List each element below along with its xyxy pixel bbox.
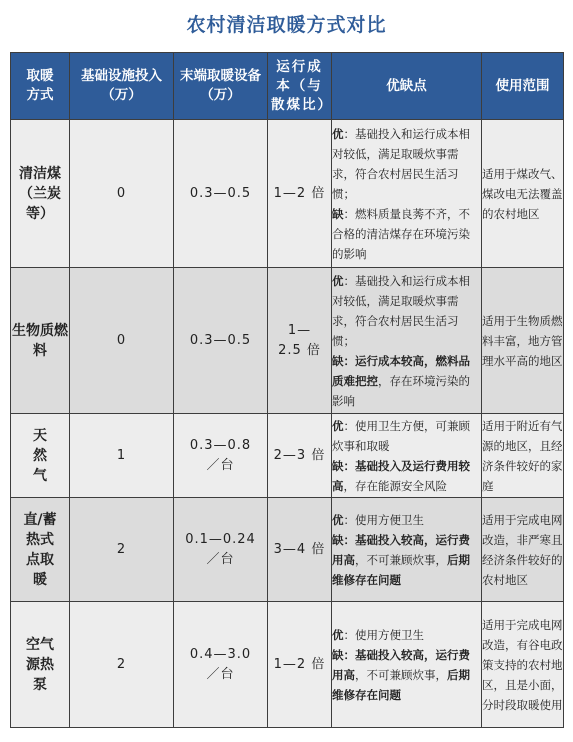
table-header-row [11, 53, 564, 120]
device-cost: 0.3—0.5 [174, 268, 268, 414]
pros-label: 优 [332, 418, 344, 433]
table-row [11, 120, 564, 268]
infra-cost: 1 [70, 414, 174, 498]
cons-text: ，存在能源安全风险 [343, 478, 447, 493]
cons-text: ，不可兼顾炊事， [355, 552, 447, 567]
device-cost: 0.3—0.5 [174, 120, 268, 268]
pros-cons [332, 498, 482, 602]
cons-bold-text: ：基础投入较高，运行费用高 [332, 647, 470, 682]
pros-label: 优 [332, 512, 344, 527]
table-row [11, 414, 564, 498]
cons-bold-text: ：基础投入较高，运行费用高 [332, 532, 470, 567]
cons-label: 缺 [332, 206, 344, 221]
header-scope: 使用范围 [482, 53, 564, 120]
table-row [11, 498, 564, 602]
cons-label: 缺 [332, 532, 344, 547]
heating-type: 生物质燃料 [11, 268, 70, 414]
pros-cons [332, 268, 482, 414]
usage-scope: 适用于完成电网改造，有谷电政策支持的农村地区，且是小面，分时段取暖使用 [482, 602, 564, 728]
device-cost: 0.3—0.8／台 [174, 414, 268, 498]
running-cost: 2—3 倍 [268, 414, 332, 498]
pros-text: ：使用方便卫生 [343, 627, 424, 642]
infra-cost: 0 [70, 120, 174, 268]
running-cost: 1—2.5 倍 [268, 268, 332, 414]
infra-cost: 2 [70, 498, 174, 602]
heating-type: 天然气 [11, 414, 70, 498]
page-title: 农村清洁取暖方式对比 [186, 14, 387, 36]
comparison-table [10, 52, 564, 728]
header-running-cost: 运行成本（与散煤比） [268, 53, 332, 120]
cons-text: ，存在环境污染的影响 [332, 373, 470, 408]
pros-text: ：基础投入和运行成本相对较低，满足取暖炊事需求，符合农村居民生活习惯； [332, 273, 470, 348]
table-row [11, 602, 564, 728]
pros-text: ：使用卫生方便，可兼顾炊事和取暖 [332, 418, 470, 453]
header-terminal-device: 末端取暖设备（万） [174, 53, 268, 120]
pros-cons [332, 414, 482, 498]
pros-cons [332, 602, 482, 728]
header-pros-cons: 优缺点 [332, 53, 482, 120]
cons-bold-text-2: 后期维修存在问题 [332, 667, 470, 702]
cons-label: 缺 [332, 647, 344, 662]
cons-label: 缺 [332, 353, 344, 368]
heating-type: 空气源热泵 [11, 602, 70, 728]
cons-label: 缺 [332, 458, 344, 473]
cons-bold-text: ：运行成本较高，燃料品质难把控 [332, 353, 470, 388]
pros-cons [332, 120, 482, 268]
pros-label: 优 [332, 273, 344, 288]
running-cost: 1—2 倍 [268, 602, 332, 728]
heating-type: 清洁煤（兰炭等） [11, 120, 70, 268]
running-cost: 3—4 倍 [268, 498, 332, 602]
infra-cost: 2 [70, 602, 174, 728]
usage-scope: 适用于生物质燃料丰富，地方管理水平高的地区 [482, 268, 564, 414]
device-cost: 0.1—0.24／台 [174, 498, 268, 602]
pros-text: ：使用方便卫生 [343, 512, 424, 527]
usage-scope: 适用于完成电网改造，非严寒且经济条件较好的农村地区 [482, 498, 564, 602]
header-infrastructure: 基础设施投入（万） [70, 53, 174, 120]
header-heating-method: 取暖方式 [11, 53, 70, 120]
cons-text: ，不可兼顾炊事， [355, 667, 447, 682]
pros-label: 优 [332, 126, 344, 141]
pros-text: ：基础投入和运行成本相对较低，满足取暖炊事需求，符合农村居民生活习惯； [332, 126, 470, 201]
cons-text: ：燃料质量良莠不齐，不合格的清洁煤存在环境污染的影响 [332, 206, 470, 261]
usage-scope: 适用于煤改气、煤改电无法覆盖的农村地区 [482, 120, 564, 268]
usage-scope: 适用于附近有气源的地区，且经济条件较好的家庭 [482, 414, 564, 498]
cons-bold-text: ：基础投入及运行费用较高 [332, 458, 470, 493]
table-row [11, 268, 564, 414]
heating-type: 直/蓄热式点取暖 [11, 498, 70, 602]
device-cost: 0.4—3.0／台 [174, 602, 268, 728]
infra-cost: 0 [70, 268, 174, 414]
pros-label: 优 [332, 627, 344, 642]
cons-bold-text-2: 后期维修存在问题 [332, 552, 470, 587]
running-cost: 1—2 倍 [268, 120, 332, 268]
